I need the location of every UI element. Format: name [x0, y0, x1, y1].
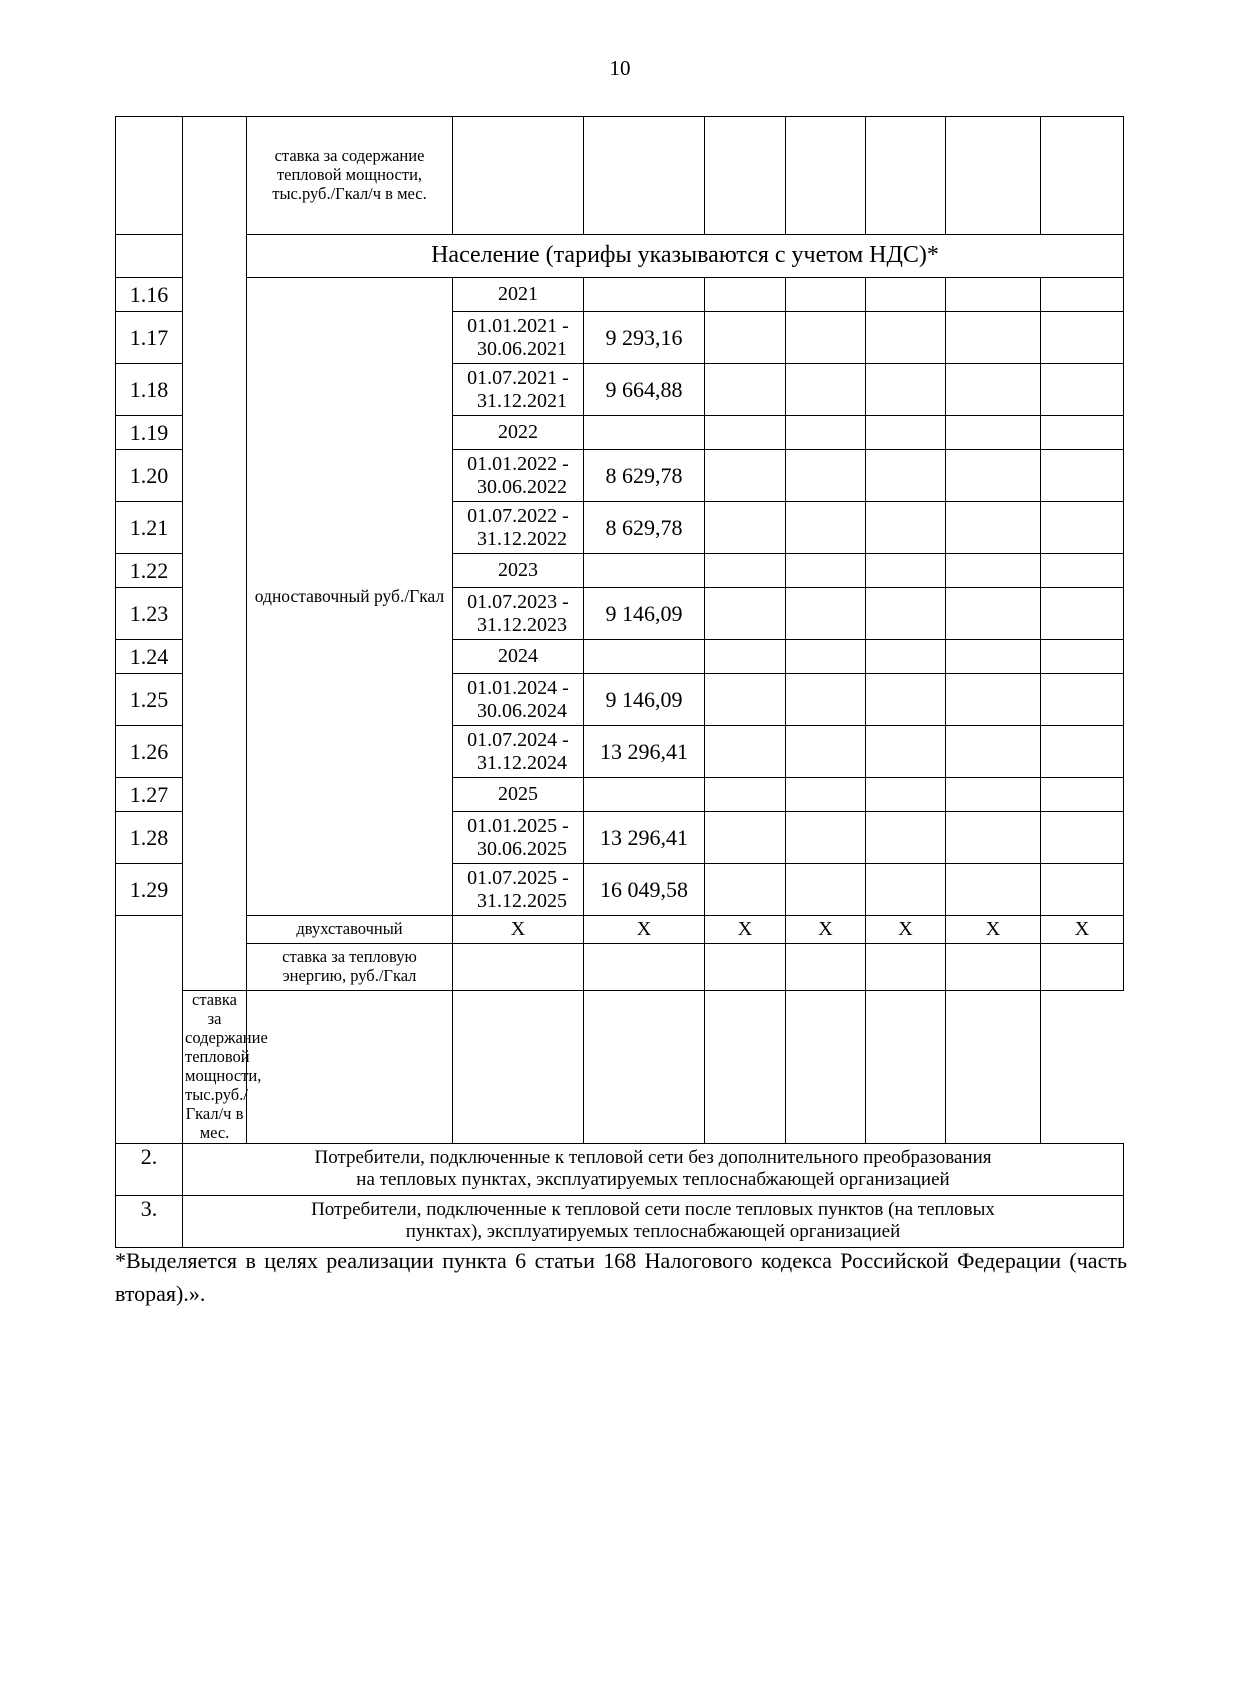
population-header: Население (тарифы указываются с учетом НДС)*: [247, 235, 1124, 278]
empty-cell: [453, 991, 584, 1144]
empty-cell: [1041, 640, 1124, 674]
empty-cell: [1041, 416, 1124, 450]
empty-cell: [705, 674, 786, 726]
empty-cell: [786, 812, 866, 864]
period-end: 30.06.2022: [477, 475, 567, 498]
empty-cell: [705, 640, 786, 674]
year-cell: 2022: [453, 416, 584, 450]
empty-cell: [866, 416, 946, 450]
empty-cell: [946, 640, 1041, 674]
empty-cell: [786, 554, 866, 588]
empty-cell: [786, 991, 866, 1144]
empty-cell: [786, 588, 866, 640]
empty-cell: [946, 991, 1041, 1144]
empty-cell: [946, 278, 1041, 312]
footnote: *Выделяется в целях реализации пункта 6 статьи 168 Налогового кодекса Российской Федерации (часть вторая).».: [115, 1248, 1127, 1306]
table-row: [116, 991, 1124, 1144]
period-end: 31.12.2021: [477, 389, 567, 412]
empty-cell: [1041, 502, 1124, 554]
empty-cell: [786, 864, 866, 916]
table-row: [116, 1143, 1124, 1195]
empty-cell: [946, 364, 1041, 416]
section-number: 2.: [116, 1143, 183, 1195]
tariff-value: 13 296,41: [584, 812, 705, 864]
empty-cell: [1041, 674, 1124, 726]
empty-cell: [1041, 554, 1124, 588]
empty-cell: [705, 278, 786, 312]
empty-cell: [1041, 450, 1124, 502]
empty-cell: [1041, 726, 1124, 778]
empty-cell: [584, 944, 705, 991]
empty-cell: [786, 278, 866, 312]
table-row: [116, 278, 1124, 312]
empty-cell: [866, 778, 946, 812]
period-cell: [453, 726, 584, 778]
tariff-value: 9 146,09: [584, 674, 705, 726]
empty-cell: [1041, 778, 1124, 812]
tariff-value: [584, 554, 705, 588]
table-row: [116, 916, 1124, 944]
empty-cell: [786, 778, 866, 812]
empty-cell: [786, 726, 866, 778]
period-cell: [453, 674, 584, 726]
empty-cell: [1041, 812, 1124, 864]
empty-cell: [946, 726, 1041, 778]
tariff-value: 9 146,09: [584, 588, 705, 640]
tariff-value: 9 664,88: [584, 364, 705, 416]
period-start: 01.07.2022 -: [467, 504, 569, 527]
row-number: 1.26: [116, 726, 183, 778]
period-start: 01.07.2025 -: [467, 866, 569, 889]
empty-cell: [705, 502, 786, 554]
empty-cell: [786, 364, 866, 416]
period-start: 01.07.2023 -: [467, 590, 569, 613]
tariff-value: [584, 278, 705, 312]
empty-cell: [866, 588, 946, 640]
empty-cell: [1041, 864, 1124, 916]
empty-cell: [1041, 944, 1124, 991]
row-number: 1.17: [116, 312, 183, 364]
empty-cell: [705, 364, 786, 416]
empty-cell: [946, 674, 1041, 726]
table-row: [116, 235, 1124, 278]
empty-cell: [705, 450, 786, 502]
two-rate-label: двухставочный: [247, 916, 453, 944]
table-row: [116, 1195, 1124, 1247]
period-end: 30.06.2021: [477, 337, 567, 360]
tariff-value: [584, 778, 705, 812]
empty-cell: [946, 502, 1041, 554]
period-end: 31.12.2022: [477, 527, 567, 550]
row-number: 1.21: [116, 502, 183, 554]
period-start: 01.01.2024 -: [467, 676, 569, 699]
empty-cell: [705, 554, 786, 588]
empty-cell: [786, 312, 866, 364]
empty-cell: [786, 416, 866, 450]
empty-cell: [786, 674, 866, 726]
period-cell: [453, 312, 584, 364]
row-number: 1.29: [116, 864, 183, 916]
empty-cell: [866, 554, 946, 588]
not-applicable-mark: X: [786, 916, 866, 944]
spacer-column: [183, 117, 247, 991]
empty-cell: [946, 944, 1041, 991]
empty-cell: [866, 278, 946, 312]
empty-cell: [946, 450, 1041, 502]
year-cell: 2023: [453, 554, 584, 588]
empty-cell: [705, 812, 786, 864]
capacity-rate-label: ставка за содержание тепловой мощности, тыс.руб./Гкал/ч в мес.: [183, 991, 247, 1144]
empty-cell: [786, 502, 866, 554]
tariff-value: 8 629,78: [584, 450, 705, 502]
not-applicable-mark: X: [946, 916, 1041, 944]
period-end: 31.12.2024: [477, 751, 567, 774]
table-row: [116, 117, 1124, 235]
capacity-rate-label: ставка за содержание тепловой мощности, тыс.руб./Гкал/ч в мес.: [247, 117, 453, 235]
empty-cell: [786, 640, 866, 674]
row-number-cell: [116, 117, 183, 235]
period-start: 01.07.2021 -: [467, 366, 569, 389]
empty-cell: [866, 450, 946, 502]
empty-cell: [705, 416, 786, 450]
year-cell: 2024: [453, 640, 584, 674]
row-number: 1.20: [116, 450, 183, 502]
row-number-cell: [116, 235, 183, 278]
period-cell: [453, 502, 584, 554]
empty-cell: [866, 812, 946, 864]
consumer-line-1: Потребители, подключенные к тепловой сети без дополнительного преобразования: [314, 1147, 992, 1169]
period-cell: [453, 812, 584, 864]
not-applicable-mark: X: [453, 916, 584, 944]
not-applicable-mark: X: [1041, 916, 1124, 944]
empty-cell: [1041, 312, 1124, 364]
empty-cell: [786, 450, 866, 502]
empty-cell: [1041, 278, 1124, 312]
empty-cell: [866, 502, 946, 554]
row-number: 1.22: [116, 554, 183, 588]
empty-cell: [1041, 588, 1124, 640]
period-end: 30.06.2025: [477, 837, 567, 860]
tariff-value: 8 629,78: [584, 502, 705, 554]
row-number: 1.19: [116, 416, 183, 450]
empty-cell: [866, 991, 946, 1144]
consumer-line-1: Потребители, подключенные к тепловой сети после тепловых пунктов (на тепловых: [311, 1199, 995, 1221]
empty-cell: [946, 416, 1041, 450]
period-start: 01.01.2021 -: [467, 314, 569, 337]
empty-cell: [786, 944, 866, 991]
row-number: 1.23: [116, 588, 183, 640]
year-cell: 2025: [453, 778, 584, 812]
empty-cell: [705, 778, 786, 812]
empty-cell: [705, 312, 786, 364]
empty-cell: [866, 312, 946, 364]
empty-cell: [946, 588, 1041, 640]
period-end: 31.12.2025: [477, 889, 567, 912]
energy-rate-label: ставка за тепловую энергию, руб./Гкал: [247, 944, 453, 991]
section-number: 3.: [116, 1195, 183, 1247]
empty-cell: [866, 944, 946, 991]
period-end: 30.06.2024: [477, 699, 567, 722]
empty-cell: [584, 991, 705, 1144]
table-row: [116, 944, 1124, 991]
not-applicable-mark: X: [866, 916, 946, 944]
period-start: 01.07.2024 -: [467, 728, 569, 751]
single-rate-label: одноставочный руб./Гкал: [247, 278, 453, 916]
empty-cell: [866, 640, 946, 674]
period-end: 31.12.2023: [477, 613, 567, 636]
tariff-value: 16 049,58: [584, 864, 705, 916]
empty-cell: [946, 864, 1041, 916]
period-cell: [453, 588, 584, 640]
empty-cell: [453, 944, 584, 991]
consumer-category: [183, 1195, 1124, 1247]
empty-cell: [866, 726, 946, 778]
empty-cell: [866, 864, 946, 916]
row-number: 1.27: [116, 778, 183, 812]
period-start: 01.01.2022 -: [467, 452, 569, 475]
period-start: 01.01.2025 -: [467, 814, 569, 837]
empty-cell: [866, 364, 946, 416]
row-number: 1.24: [116, 640, 183, 674]
period-cell: [453, 364, 584, 416]
tariff-value: [584, 640, 705, 674]
consumer-category: [183, 1143, 1124, 1195]
row-number: 1.25: [116, 674, 183, 726]
page-number: 10: [609, 56, 631, 80]
empty-cell: [866, 674, 946, 726]
consumer-line-2: пунктах), эксплуатируемых теплоснабжающей организацией: [405, 1221, 901, 1243]
empty-cell: [247, 991, 453, 1144]
year-cell: 2021: [453, 278, 584, 312]
empty-cell: [1041, 364, 1124, 416]
not-applicable-mark: X: [705, 916, 786, 944]
empty-cell: [946, 554, 1041, 588]
row-number: 1.18: [116, 364, 183, 416]
empty-cell: [946, 778, 1041, 812]
empty-cell: [946, 812, 1041, 864]
empty-cell: [705, 991, 786, 1144]
not-applicable-mark: X: [584, 916, 705, 944]
period-cell: [453, 864, 584, 916]
row-number: 1.16: [116, 278, 183, 312]
tariff-table: [115, 116, 1124, 1248]
row-number-cell: [116, 916, 183, 1144]
row-number: 1.28: [116, 812, 183, 864]
tariff-value: [584, 416, 705, 450]
empty-cell: [705, 944, 786, 991]
empty-cell: [705, 588, 786, 640]
empty-cell: [705, 864, 786, 916]
empty-cell: [946, 312, 1041, 364]
tariff-value: 13 296,41: [584, 726, 705, 778]
period-cell: [453, 450, 584, 502]
tariff-value: 9 293,16: [584, 312, 705, 364]
empty-cell: [705, 726, 786, 778]
consumer-line-2: на тепловых пунктах, эксплуатируемых теплоснабжающей организацией: [356, 1169, 950, 1191]
